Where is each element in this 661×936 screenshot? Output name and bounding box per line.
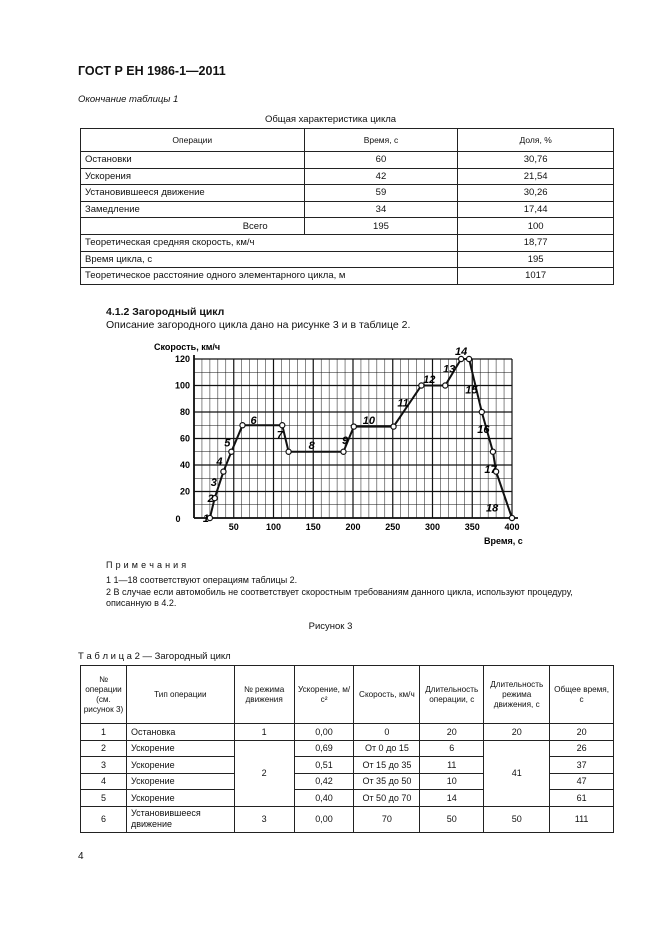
table-cell: Ускорения xyxy=(81,168,305,185)
data-point xyxy=(341,449,346,454)
table-cell: 0,40 xyxy=(294,790,354,807)
operation-label: 4 xyxy=(216,456,223,469)
table-cell: 10 xyxy=(420,773,484,790)
table-cell: Ускорение xyxy=(126,773,234,790)
table-cell: 21,54 xyxy=(458,168,614,185)
table-cell: Ускорение xyxy=(126,740,234,757)
table-cell: 0,51 xyxy=(294,757,354,774)
table-cell: 50 xyxy=(420,806,484,832)
x-tick-label: 300 xyxy=(424,522,441,532)
table-cell: 100 xyxy=(458,218,614,235)
table-cell: 1 xyxy=(81,724,127,741)
column-header: Скорость, км/ч xyxy=(354,666,420,724)
x-axis-label: Время, с xyxy=(484,536,523,546)
table-row xyxy=(81,740,614,757)
table-row xyxy=(81,724,614,741)
chart-axes xyxy=(194,355,518,518)
operation-label: 9 xyxy=(341,434,349,447)
operation-label: 15 xyxy=(465,384,478,397)
operation-label: 3 xyxy=(210,477,217,490)
table-cell: Теоретическое расстояние одного элементарного цикла, м xyxy=(81,268,458,285)
table-cell: Остановка xyxy=(126,724,234,741)
table-cell: 0 xyxy=(354,724,420,741)
column-header: Ускорение, м/с² xyxy=(294,666,354,724)
table-row xyxy=(81,152,614,169)
table-row xyxy=(81,218,614,235)
table-cell: От 35 до 50 xyxy=(354,773,420,790)
y-tick-label: 60 xyxy=(179,433,190,444)
table-cell: Установившееся движение xyxy=(126,806,234,832)
note-2: 2 В случае если автомобиль не соответствует скоростным требованиям данного цикла, используют процедуру, описанную в 4.2. xyxy=(106,587,573,608)
table-cell: 1 xyxy=(234,724,294,741)
operation-label: 10 xyxy=(362,414,375,427)
table-cell: 42 xyxy=(304,168,458,185)
table-cell: 18,77 xyxy=(458,234,614,251)
table-cell: 6 xyxy=(81,806,127,832)
table-cell: 195 xyxy=(304,218,458,235)
figure-caption: Рисунок 3 xyxy=(308,621,353,632)
operation-label: 8 xyxy=(308,440,315,453)
table-cell: От 50 до 70 xyxy=(354,790,420,807)
data-point xyxy=(391,424,396,429)
table-cell: От 0 до 15 xyxy=(354,740,420,757)
x-tick-label: 350 xyxy=(464,522,480,532)
table-cell: 2 xyxy=(234,740,294,806)
x-tick-label: 50 xyxy=(228,522,239,532)
y-tick-label: 80 xyxy=(179,407,190,417)
extra-urban-cycle-table xyxy=(80,665,614,833)
table-row xyxy=(81,185,614,202)
column-header: № режима движения xyxy=(234,666,294,724)
table-cell: 30,26 xyxy=(458,185,614,202)
column-header: Длительность режима движения, с xyxy=(484,666,550,724)
x-tick-label: 400 xyxy=(504,522,520,532)
operation-label: 12 xyxy=(423,373,436,386)
column-header: Операции xyxy=(81,129,305,152)
x-tick-label: 250 xyxy=(385,522,401,532)
column-header: № операции (см. рисунок 3) xyxy=(81,666,127,724)
table-cell: 195 xyxy=(458,251,614,268)
y-tick-label: 120 xyxy=(174,354,190,364)
table-cell: 111 xyxy=(550,806,614,832)
note-1: 1 1—18 соответствуют операциям таблицы 2. xyxy=(106,575,298,585)
table-cell: Замедление xyxy=(81,201,305,218)
x-tick-label: 100 xyxy=(265,522,282,532)
table-cell: 4 xyxy=(81,773,127,790)
x-tick-label: 200 xyxy=(345,522,361,532)
table1-caption: Окончание таблицы 1 xyxy=(78,94,179,105)
data-point xyxy=(509,515,514,520)
column-header: Тип операции xyxy=(126,666,234,724)
x-tick-label: 150 xyxy=(305,522,321,532)
operation-label: 13 xyxy=(443,363,456,376)
table-row xyxy=(81,234,614,251)
table-cell: 0,69 xyxy=(294,740,354,757)
table-cell: 3 xyxy=(81,757,127,774)
data-point xyxy=(286,449,291,454)
speed-time-chart xyxy=(150,338,540,550)
notes-title: П р и м е ч а н и я xyxy=(106,560,187,570)
column-header: Доля, % xyxy=(458,129,614,152)
operation-label: 2 xyxy=(207,493,214,506)
data-point xyxy=(280,423,285,428)
table-cell: 47 xyxy=(550,773,614,790)
operation-label: 7 xyxy=(276,429,283,442)
column-header: Общее время, с xyxy=(550,666,614,724)
table-cell: 20 xyxy=(550,724,614,741)
table-cell: 5 xyxy=(81,790,127,807)
table-cell: 17,44 xyxy=(458,201,614,218)
table-cell: 41 xyxy=(484,740,550,806)
table-cell: Установившееся движение xyxy=(81,185,305,202)
data-point xyxy=(221,469,226,474)
operation-label: 1 xyxy=(202,513,209,525)
table-row xyxy=(81,201,614,218)
y-tick-label: 40 xyxy=(179,460,190,470)
table-cell: Всего xyxy=(81,218,305,235)
operation-label: 6 xyxy=(250,414,257,427)
table-cell: 70 xyxy=(354,806,420,832)
table-cell: 60 xyxy=(304,152,458,169)
cycle-summary-table xyxy=(80,128,614,285)
table-cell: 20 xyxy=(420,724,484,741)
operation-label: 17 xyxy=(484,463,497,476)
table-cell: 34 xyxy=(304,201,458,218)
table-cell: 14 xyxy=(420,790,484,807)
table-cell: Время цикла, с xyxy=(81,251,458,268)
operation-label: 16 xyxy=(477,424,490,437)
operation-label: 11 xyxy=(397,397,409,410)
column-header: Длительность операции, с xyxy=(420,666,484,724)
document-header: ГОСТ Р ЕН 1986-1—2011 xyxy=(78,64,226,78)
table-cell: 61 xyxy=(550,790,614,807)
data-point xyxy=(443,383,448,388)
data-point xyxy=(466,356,471,361)
table-cell: 3 xyxy=(234,806,294,832)
y-tick-label: 100 xyxy=(174,380,190,391)
section-description: Описание загородного цикла дано на рисунке 3 и в таблице 2. xyxy=(106,319,411,331)
table-cell: Остановки xyxy=(81,152,305,169)
operation-label: 14 xyxy=(454,346,468,359)
table-cell: 30,76 xyxy=(458,152,614,169)
data-point xyxy=(240,423,245,428)
y-axis-label: Скорость, км/ч xyxy=(154,342,221,352)
section-heading: 4.1.2 Загородный цикл xyxy=(106,306,225,318)
table-row xyxy=(81,806,614,832)
chart-grid xyxy=(194,359,512,518)
table-cell: 6 xyxy=(420,740,484,757)
data-point xyxy=(479,409,484,414)
table-cell: 1017 xyxy=(458,268,614,285)
table2-caption: Т а б л и ц а 2 — Загородный цикл xyxy=(78,651,231,662)
table-row xyxy=(81,168,614,185)
operation-label: 5 xyxy=(224,437,231,450)
table1-title: Общая характеристика цикла xyxy=(264,114,397,125)
table-cell: 0,00 xyxy=(294,806,354,832)
table-cell: 50 xyxy=(484,806,550,832)
data-point xyxy=(351,424,356,429)
table-cell: 11 xyxy=(420,757,484,774)
table-cell: 2 xyxy=(81,740,127,757)
table-cell: 0,00 xyxy=(294,724,354,741)
data-point xyxy=(490,449,495,454)
table-cell: 20 xyxy=(484,724,550,741)
table-cell: От 15 до 35 xyxy=(354,757,420,774)
y-tick-label: 20 xyxy=(179,486,190,497)
operation-label: 18 xyxy=(485,502,499,515)
table-cell: 0,42 xyxy=(294,773,354,790)
page-number: 4 xyxy=(78,851,84,862)
table-cell: Ускорение xyxy=(126,757,234,774)
table-cell: 59 xyxy=(304,185,458,202)
data-point xyxy=(229,449,234,454)
table-cell: Теоретическая средняя скорость, км/ч xyxy=(81,234,458,251)
table-cell: 26 xyxy=(550,740,614,757)
column-header: Время, с xyxy=(304,129,458,152)
table-cell: 37 xyxy=(550,757,614,774)
table-row xyxy=(81,268,614,285)
table-cell: Ускорение xyxy=(126,790,234,807)
x-tick-label: 0 xyxy=(175,514,181,524)
table-row xyxy=(81,251,614,268)
